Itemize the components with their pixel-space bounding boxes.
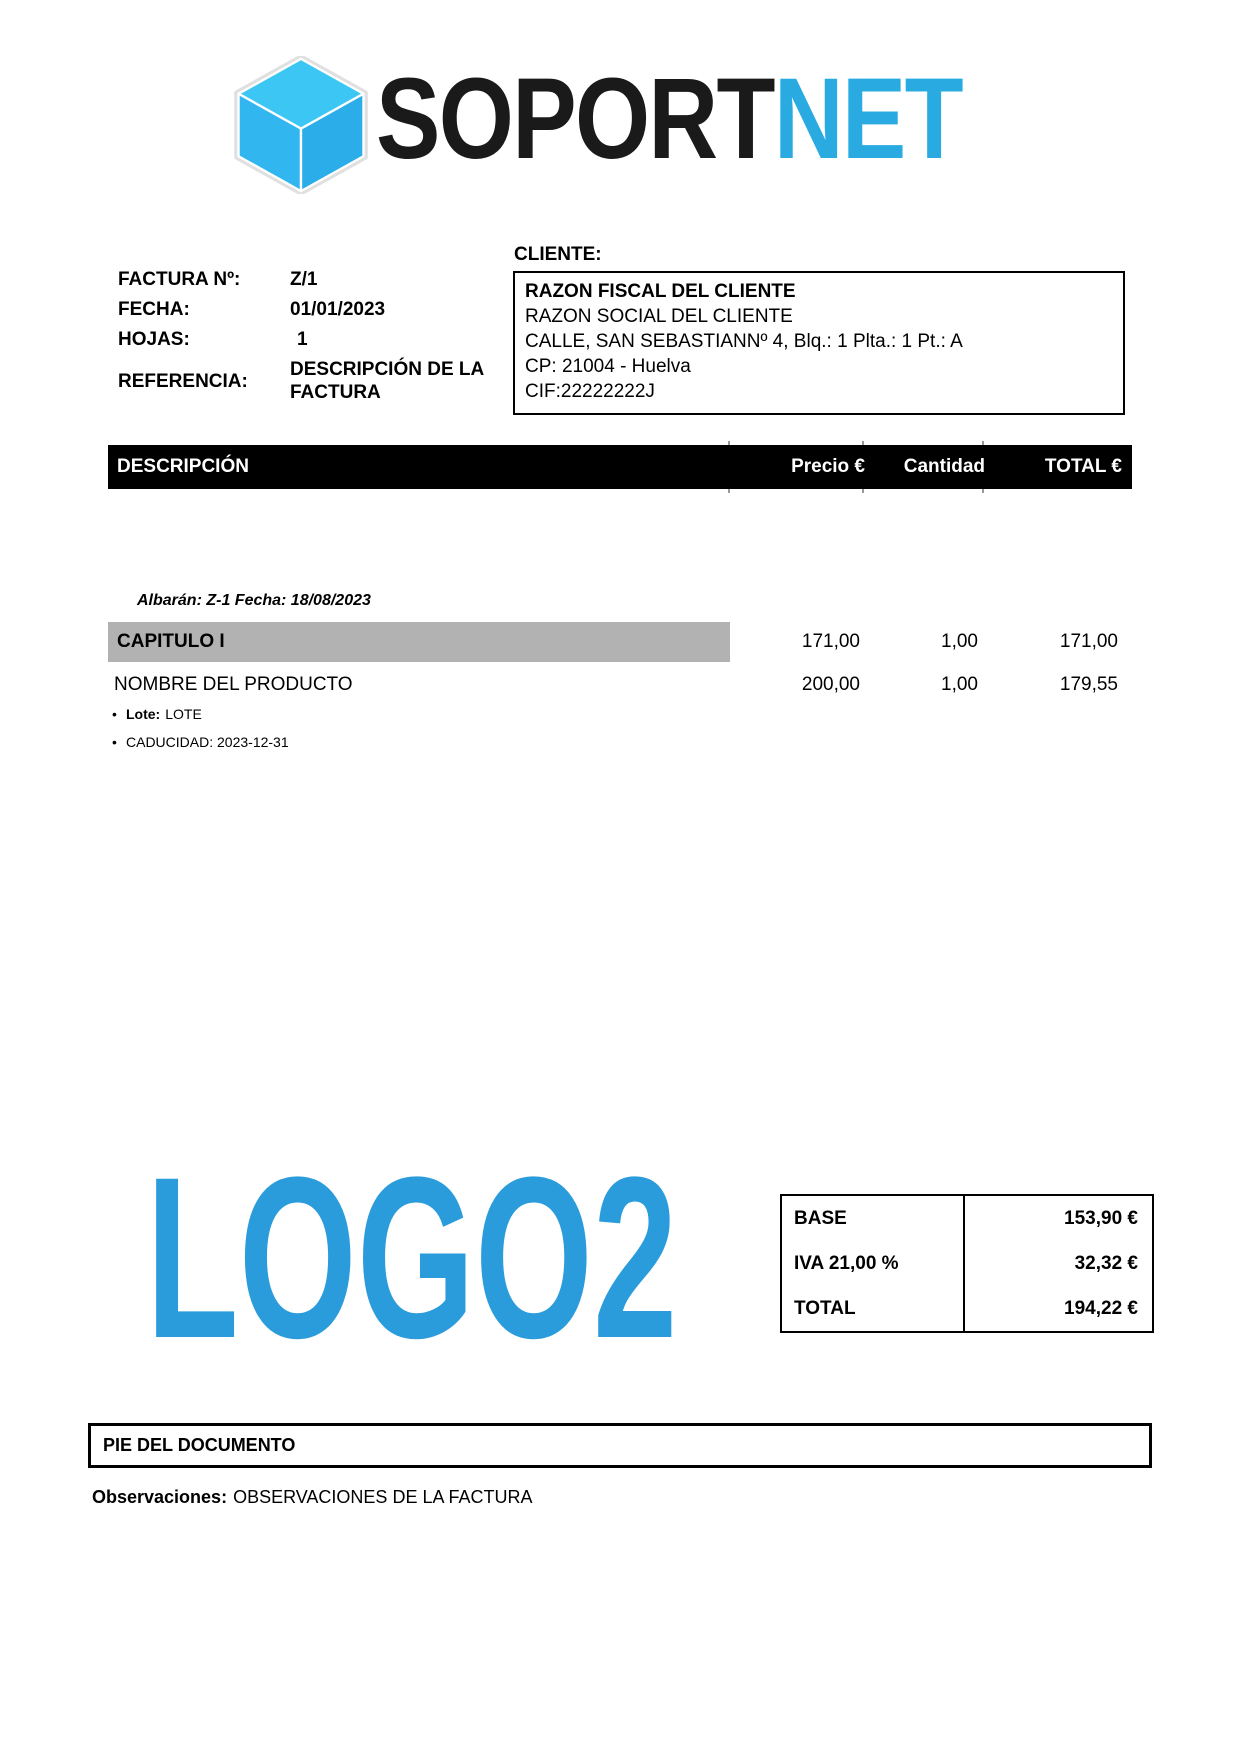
client-cif: CIF:22222222J bbox=[525, 381, 655, 402]
note-label: Lote: bbox=[126, 706, 161, 722]
meta-label-referencia: REFERENCIA: bbox=[118, 370, 248, 392]
meta-label-hojas: HOJAS: bbox=[118, 329, 190, 350]
observations-line bbox=[92, 1487, 532, 1508]
watermark-logo: LOGO2 bbox=[146, 1129, 678, 1386]
product-note-caducidad bbox=[112, 733, 289, 751]
brand-name-blue: NET bbox=[773, 55, 962, 183]
product-note-lote bbox=[112, 705, 202, 723]
header-total: TOTAL € bbox=[1044, 456, 1122, 477]
chapter-quantity: 1,00 bbox=[941, 631, 978, 652]
meta-label-factura: FACTURA Nº: bbox=[118, 269, 241, 290]
meta-value-factura: Z/1 bbox=[290, 269, 318, 290]
client-box bbox=[513, 271, 1125, 415]
client-fiscal-name: RAZON FISCAL DEL CLIENTE bbox=[525, 281, 796, 302]
totals-total-value: 194,22 € bbox=[1064, 1297, 1138, 1319]
totals-base-label: BASE bbox=[782, 1196, 965, 1241]
client-social-name: RAZON SOCIAL DEL CLIENTE bbox=[525, 306, 793, 327]
product-quantity: 1,00 bbox=[941, 674, 978, 695]
note-value: LOTE bbox=[165, 706, 202, 722]
client-address: CALLE, SAN SEBASTIANNº 4, Blq.: 1 Plta.: 1 Pt.: A bbox=[525, 331, 963, 352]
meta-label-fecha: FECHA: bbox=[118, 299, 190, 320]
cube-icon bbox=[228, 56, 374, 194]
invoice-meta bbox=[118, 268, 518, 404]
observations-label: Observaciones: bbox=[92, 1487, 228, 1507]
totals-iva-label: IVA 21,00 % bbox=[782, 1241, 965, 1286]
product-total: 179,55 bbox=[1059, 674, 1118, 695]
document-footer-box: PIE DEL DOCUMENTO bbox=[88, 1423, 1152, 1468]
chapter-price: 171,00 bbox=[801, 631, 860, 652]
header-description: DESCRIPCIÓN bbox=[117, 456, 249, 477]
product-price: 200,00 bbox=[801, 674, 860, 695]
header-price: Precio € bbox=[791, 456, 865, 477]
totals-iva-value: 32,32 € bbox=[1074, 1252, 1138, 1274]
meta-value-referencia: DESCRIPCIÓN DE LA FACTURA bbox=[290, 359, 484, 403]
brand-name bbox=[376, 55, 962, 183]
table-row-chapter bbox=[108, 622, 1132, 662]
totals-box bbox=[780, 1194, 1154, 1333]
albaran-line: Albarán: Z-1 Fecha: 18/08/2023 bbox=[137, 592, 371, 609]
totals-total-label: TOTAL bbox=[782, 1286, 965, 1331]
client-postal-city: CP: 21004 - Huelva bbox=[525, 356, 691, 377]
items-table-header bbox=[108, 445, 1132, 489]
observations-value: OBSERVACIONES DE LA FACTURA bbox=[233, 1487, 533, 1507]
meta-value-hojas: 1 bbox=[297, 329, 308, 350]
meta-value-fecha: 01/01/2023 bbox=[290, 299, 386, 320]
bullet-icon: • bbox=[112, 706, 117, 722]
product-description: NOMBRE DEL PRODUCTO bbox=[114, 674, 353, 695]
note-value: CADUCIDAD: 2023-12-31 bbox=[126, 734, 289, 750]
chapter-description: CAPITULO I bbox=[117, 631, 225, 652]
bullet-icon: • bbox=[112, 734, 117, 750]
totals-base-value: 153,90 € bbox=[1064, 1207, 1138, 1229]
table-row-product bbox=[108, 670, 1132, 700]
client-heading: CLIENTE: bbox=[514, 244, 602, 265]
brand-name-black: SOPORT bbox=[376, 55, 774, 183]
chapter-total: 171,00 bbox=[1059, 631, 1118, 652]
header-quantity: Cantidad bbox=[903, 456, 985, 477]
